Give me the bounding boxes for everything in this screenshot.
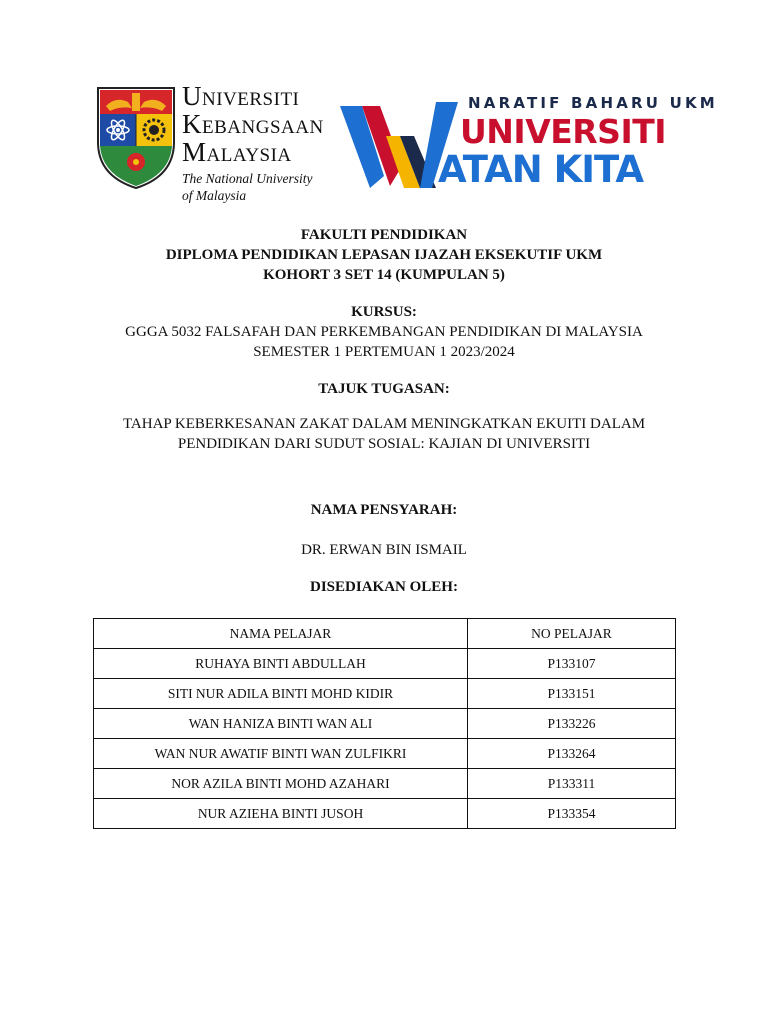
table-row (94, 769, 676, 799)
student-table (93, 618, 676, 829)
assignment-title-line1: TAHAP KEBERKESANAN ZAKAT DALAM MENINGKATKAN EKUITI DALAM (122, 416, 646, 432)
lecturer-label: NAMA PENSYARAH: (310, 502, 458, 518)
student-id: P133311 (468, 769, 676, 799)
lecturer-name: DR. ERWAN BIN ISMAIL (301, 542, 467, 558)
ukm-initial-k: K (182, 109, 202, 139)
student-name: NUR AZIEHA BINTI JUSOH (94, 799, 468, 829)
table-header-row (94, 619, 676, 649)
ukm-wordmark (182, 81, 332, 203)
student-id: P133354 (468, 799, 676, 829)
student-name: NOR AZILA BINTI MOHD AZAHARI (94, 769, 468, 799)
table-row (94, 679, 676, 709)
column-header-name: NAMA PELAJAR (94, 619, 468, 649)
ukm-line2: EBANGSAAN (202, 117, 324, 138)
student-name: SITI NUR ADILA BINTI MOHD KIDIR (94, 679, 468, 709)
student-name: WAN NUR AWATIF BINTI WAN ZULFIKRI (94, 739, 468, 769)
table-row (94, 649, 676, 679)
watan-universiti-text: UNIVERSITI (460, 112, 667, 151)
student-id: P133151 (468, 679, 676, 709)
column-header-id: NO PELAJAR (468, 619, 676, 649)
table-row (94, 799, 676, 829)
prepared-by-label: DISEDIAKAN OLEH: (310, 579, 458, 595)
faculty-header (0, 225, 768, 285)
course-label: KURSUS: (351, 304, 417, 320)
lecturer-label-block (0, 500, 768, 520)
ukm-initial-m: M (182, 137, 207, 167)
assignment-label-block (0, 379, 768, 399)
ukm-line1: NIVERSITI (202, 89, 300, 110)
universiti-watan-kita-logo (340, 92, 718, 192)
ukm-logo (96, 81, 328, 203)
ukm-initial-u: U (182, 81, 202, 111)
table-row (94, 739, 676, 769)
lecturer-name-block (0, 540, 768, 560)
table-row (94, 709, 676, 739)
faculty-name: FAKULTI PENDIDIKAN (300, 227, 468, 243)
cohort-name: KOHORT 3 SET 14 (KUMPULAN 5) (263, 267, 505, 283)
assignment-label: TAJUK TUGASAN: (318, 381, 450, 397)
student-id: P133226 (468, 709, 676, 739)
student-id: P133107 (468, 649, 676, 679)
assignment-title-block (0, 414, 768, 454)
student-id: P133264 (468, 739, 676, 769)
program-name: DIPLOMA PENDIDIKAN LEPASAN IJAZAH EKSEKUTIF UKM (165, 247, 603, 263)
watan-tagline: NARATIF BAHARU UKM (468, 94, 718, 112)
course-name: GGGA 5032 FALSAFAH DAN PERKEMBANGAN PENDIDIKAN DI MALAYSIA (125, 324, 643, 340)
assignment-title-line2: PENDIDIKAN DARI SUDUT SOSIAL: KAJIAN DI UNIVERSITI (177, 436, 591, 452)
ukm-crest-icon (96, 84, 176, 190)
watan-atan-kita-text: ATAN KITA (438, 148, 644, 191)
prepared-by-block (0, 577, 768, 597)
ukm-subtitle-1: The National University (182, 171, 313, 186)
ukm-line3: ALAYSIA (206, 145, 292, 166)
student-name: RUHAYA BINTI ABDULLAH (94, 649, 468, 679)
ukm-subtitle-2: of Malaysia (182, 188, 247, 203)
course-semester: SEMESTER 1 PERTEMUAN 1 2023/2024 (253, 344, 515, 360)
student-name: WAN HANIZA BINTI WAN ALI (94, 709, 468, 739)
course-section (0, 302, 768, 362)
